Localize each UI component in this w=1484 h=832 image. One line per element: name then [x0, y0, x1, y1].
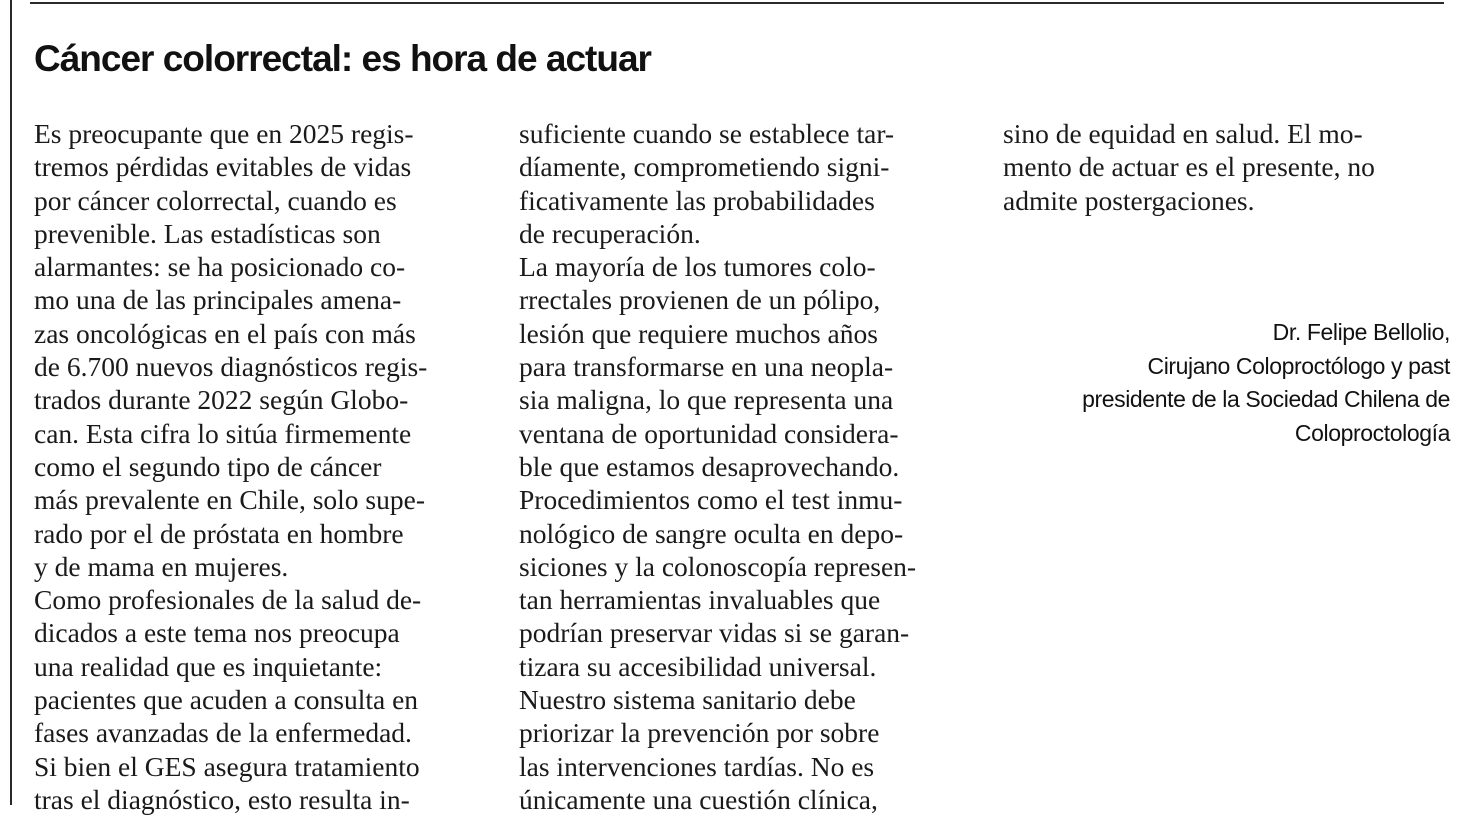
- text-line: Nuestro sistema sanitario debe: [519, 684, 856, 716]
- article-column-3: [1003, 117, 1463, 217]
- text-line: priorizar la prevención por sobre: [519, 717, 880, 749]
- text-line: tan herramientas invaluables que: [519, 584, 881, 616]
- author-affiliation-cont: Coloproctología: [1294, 419, 1450, 446]
- author-title: Cirujano Coloproctólogo y past: [1147, 352, 1450, 379]
- text-line: más prevalente en Chile, solo supe-: [34, 484, 426, 516]
- text-line: Es preocupante que en 2025 regis-: [34, 118, 414, 149]
- left-divider-rule: [10, 0, 12, 805]
- text-line: sino de equidad en salud. El mo-: [1003, 118, 1363, 149]
- text-line: para transformarse en una neopla-: [519, 351, 894, 383]
- text-line: fases avanzadas de la enfermedad.: [34, 717, 412, 749]
- top-divider-rule: [30, 2, 1444, 4]
- text-line: dicados a este tema nos preocupa: [34, 617, 400, 649]
- text-line: Procedimientos como el test inmu-: [519, 484, 903, 516]
- text-line: como el segundo tipo de cáncer: [34, 450, 382, 482]
- text-line: tremos pérdidas evitables de vidas: [34, 151, 412, 183]
- text-line: admite postergaciones.: [1003, 184, 1255, 216]
- text-line: siciones y la colonoscopía represen-: [519, 550, 917, 582]
- text-line: y de mama en mujeres.: [34, 550, 289, 582]
- text-line: pacientes que acuden a consulta en: [34, 684, 419, 716]
- text-line: rado por el de próstata en hombre: [34, 517, 404, 549]
- author-affiliation: presidente de la Sociedad Chilena de: [1082, 386, 1450, 412]
- author-signature: [1082, 316, 1450, 450]
- text-line: prevenible. Las estadísticas son: [34, 217, 381, 249]
- text-line: Como profesionales de la salud de-: [34, 584, 422, 616]
- text-line: lesión que requiere muchos años: [519, 317, 878, 349]
- text-line: por cáncer colorrectal, cuando es: [34, 184, 397, 216]
- text-line: díamente, comprometiendo signi-: [519, 151, 890, 183]
- text-line: únicamente una cuestión clínica,: [519, 783, 878, 815]
- author-name: Dr. Felipe Bellolio,: [1272, 319, 1450, 345]
- text-line: suficiente cuando se establece tar-: [519, 118, 895, 149]
- text-line: zas oncológicas en el país con más: [34, 317, 416, 349]
- article-column-2: [519, 117, 979, 816]
- text-line: can. Esta cifra lo sitúa firmemente: [34, 417, 412, 449]
- text-line: ble que estamos desaprovechando.: [519, 450, 900, 482]
- text-line: sia maligna, lo que representa una: [519, 384, 894, 416]
- text-line: alarmantes: se ha posicionado co-: [34, 251, 406, 283]
- article-column-1: [34, 117, 494, 816]
- text-line: tras el diagnóstico, esto resulta in-: [34, 783, 410, 815]
- text-line: La mayoría de los tumores colo-: [519, 251, 876, 283]
- text-line: tizara su accesibilidad universal.: [519, 650, 877, 682]
- text-line: rrectales provienen de un pólipo,: [519, 284, 881, 316]
- text-line: las intervenciones tardías. No es: [519, 750, 875, 782]
- text-line: una realidad que es inquietante:: [34, 650, 383, 682]
- text-line: de recuperación.: [519, 217, 701, 249]
- article-headline: Cáncer colorrectal: es hora de actuar: [34, 38, 651, 79]
- text-line: nológico de sangre oculta en depo-: [519, 517, 904, 549]
- text-line: ventana de oportunidad considera-: [519, 417, 899, 449]
- text-line: podrían preservar vidas si se garan-: [519, 617, 910, 649]
- text-line: ficativamente las probabilidades: [519, 184, 875, 216]
- text-line: mo una de las principales amena-: [34, 284, 402, 316]
- text-line: mento de actuar es el presente, no: [1003, 151, 1375, 183]
- text-line: trados durante 2022 según Globo-: [34, 384, 409, 416]
- text-line: Si bien el GES asegura tratamiento: [34, 750, 420, 782]
- text-line: de 6.700 nuevos diagnósticos regis-: [34, 351, 428, 383]
